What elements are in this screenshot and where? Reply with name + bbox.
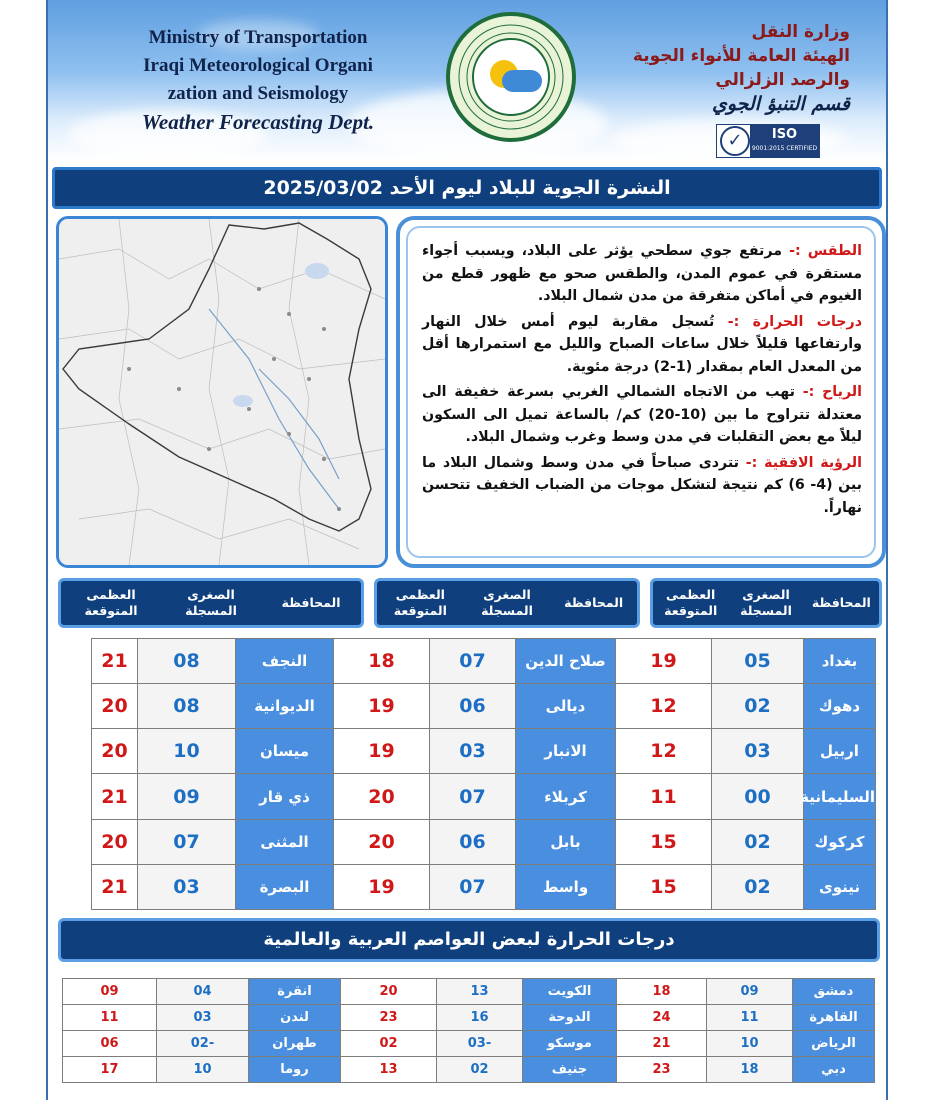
forecast-temperature-label: درجات الحرارة :- — [727, 313, 862, 330]
city-name-cell: صلاح الدين — [516, 639, 616, 684]
city-max-cell: 15 — [616, 864, 712, 909]
city-min-cell: 10 — [138, 729, 236, 774]
city-row — [92, 774, 876, 819]
city-name-cell: المثنى — [236, 819, 334, 864]
header-province: المحافظة — [564, 595, 624, 610]
capital-min-cell: 04 — [157, 979, 249, 1005]
capital-row — [63, 1031, 875, 1057]
city-name-cell: كركوك — [804, 819, 876, 864]
capital-max-cell: 13 — [341, 1057, 437, 1083]
iso-sub: 9001:2015 CERTIFIED — [751, 145, 818, 152]
capital-name-cell: دمشق — [793, 979, 875, 1005]
city-name-cell: النجف — [236, 639, 334, 684]
city-min-cell: 06 — [430, 819, 516, 864]
city-max-cell: 18 — [334, 639, 430, 684]
header-arabic — [590, 20, 850, 116]
city-temperature-table — [91, 638, 876, 910]
forecast-wind-label: الرياح :- — [802, 384, 862, 400]
header-min: الصغرى المسجلة — [185, 587, 237, 618]
city-name-cell: ديالى — [516, 684, 616, 729]
capital-max-cell: 09 — [63, 979, 157, 1005]
capital-min-cell: 09 — [707, 979, 793, 1005]
capital-min-cell: 18 — [707, 1057, 793, 1083]
city-max-cell: 21 — [92, 639, 138, 684]
capital-name-cell: لندن — [249, 1005, 341, 1031]
city-row — [92, 864, 876, 909]
city-min-cell: 03 — [712, 729, 804, 774]
city-min-cell: 08 — [138, 639, 236, 684]
city-max-cell: 12 — [616, 684, 712, 729]
city-max-cell: 19 — [334, 729, 430, 774]
forecast-panel — [396, 216, 886, 568]
city-name-cell: دهوك — [804, 684, 876, 729]
capital-name-cell: الكويت — [523, 979, 617, 1005]
header-max: العظمى المتوقعة — [664, 587, 718, 618]
city-min-cell: 07 — [430, 864, 516, 909]
table-header-group-2 — [374, 578, 640, 628]
capital-name-cell: جنيف — [523, 1057, 617, 1083]
capital-min-cell: 03 — [157, 1005, 249, 1031]
capital-min-cell: 02 — [437, 1057, 523, 1083]
capital-row — [63, 979, 875, 1005]
city-max-cell: 15 — [616, 819, 712, 864]
capital-row — [63, 1005, 875, 1031]
city-row — [92, 729, 876, 774]
city-max-cell: 20 — [334, 774, 430, 819]
header-ar-org-2: والرصد الزلزالي — [715, 70, 850, 90]
city-max-cell: 20 — [334, 819, 430, 864]
forecast-weather — [422, 240, 862, 308]
city-max-cell: 19 — [616, 639, 712, 684]
iso-check-icon: ✓ — [720, 126, 750, 156]
city-name-cell: كربلاء — [516, 774, 616, 819]
forecast-visibility — [422, 452, 862, 520]
city-max-cell: 12 — [616, 729, 712, 774]
header-ar-ministry: وزارة النقل — [751, 22, 850, 42]
city-max-cell: 20 — [92, 684, 138, 729]
city-max-cell: 21 — [92, 864, 138, 909]
capital-name-cell: دبي — [793, 1057, 875, 1083]
city-row — [92, 639, 876, 684]
forecast-wind — [422, 381, 862, 449]
capital-name-cell: الرياض — [793, 1031, 875, 1057]
city-min-cell: 05 — [712, 639, 804, 684]
city-min-cell: 06 — [430, 684, 516, 729]
header-en-line-2: Iraqi Meteorological Organi — [143, 55, 373, 76]
city-name-cell: السليمانية — [804, 774, 876, 819]
capitals-title: درجات الحرارة لبعض العواصم العربية والعالمية — [58, 918, 880, 962]
city-name-cell: ميسان — [236, 729, 334, 774]
capital-max-cell: 21 — [617, 1031, 707, 1057]
city-name-cell: واسط — [516, 864, 616, 909]
table-header-group-3 — [58, 578, 364, 628]
header-english — [108, 24, 408, 136]
header-min: الصغرى المسجلة — [740, 587, 792, 618]
city-row — [92, 819, 876, 864]
capital-max-cell: 17 — [63, 1057, 157, 1083]
capital-name-cell: القاهرة — [793, 1005, 875, 1031]
capital-max-cell: 11 — [63, 1005, 157, 1031]
city-name-cell: ذي قار — [236, 774, 334, 819]
capital-min-cell: 10 — [707, 1031, 793, 1057]
capitals-temperature-table — [62, 978, 875, 1083]
capital-max-cell: 20 — [341, 979, 437, 1005]
table-header-group-1 — [650, 578, 882, 628]
city-min-cell: 00 — [712, 774, 804, 819]
capital-min-cell: 11 — [707, 1005, 793, 1031]
forecast-wind-text: تهب من الاتجاه الشمالي الغربي بسرعة خفيفة الى معتدلة تتراوح ما بين (10-20) كم/ بالساعة تميل الى السكون ليلاً مع بعض التقلبات في مدن وسط وغرب وشمال البلاد. — [422, 384, 862, 445]
city-name-cell: الانبار — [516, 729, 616, 774]
city-min-cell: 07 — [430, 774, 516, 819]
header-en-line-3: zation and Seismology — [167, 83, 349, 104]
header-min: الصغرى المسجلة — [481, 587, 533, 618]
city-min-cell: 03 — [138, 864, 236, 909]
iraq-map — [56, 216, 388, 568]
city-max-cell: 19 — [334, 864, 430, 909]
bulletin-title: النشرة الجوية للبلاد ليوم الأحد 2025/03/02 — [52, 167, 882, 209]
capital-max-cell: 18 — [617, 979, 707, 1005]
city-min-cell: 07 — [138, 819, 236, 864]
forecast-weather-label: الطقس :- — [789, 243, 862, 259]
organization-logo — [446, 12, 576, 142]
iso-badge — [716, 124, 820, 158]
capital-row — [63, 1057, 875, 1083]
capital-max-cell: 02 — [341, 1031, 437, 1057]
capital-max-cell: 06 — [63, 1031, 157, 1057]
city-min-cell: 07 — [430, 639, 516, 684]
capital-min-cell: -02 — [157, 1031, 249, 1057]
city-name-cell: الديوانية — [236, 684, 334, 729]
capital-min-cell: 13 — [437, 979, 523, 1005]
forecast-visibility-text: تتردى صباحاً في مدن وسط وشمال البلاد ما بين (4- 6) كم نتيجة لتشكل موجات من الضباب الخفيف تتحسن نهاراً. — [422, 454, 863, 516]
cloud-icon — [502, 70, 542, 92]
capital-max-cell: 24 — [617, 1005, 707, 1031]
logo-emblem-icon — [472, 38, 550, 116]
capital-min-cell: -03 — [437, 1031, 523, 1057]
capital-name-cell: روما — [249, 1057, 341, 1083]
city-min-cell: 09 — [138, 774, 236, 819]
city-min-cell: 03 — [430, 729, 516, 774]
header-ar-org-1: الهيئة العامة للأنواء الجوية — [632, 46, 850, 66]
capital-min-cell: 16 — [437, 1005, 523, 1031]
forecast-temperature — [422, 311, 862, 379]
header-province: المحافظة — [811, 595, 871, 610]
header-max: العظمى المتوقعة — [84, 587, 138, 618]
city-max-cell: 20 — [92, 729, 138, 774]
city-max-cell: 11 — [616, 774, 712, 819]
city-min-cell: 02 — [712, 684, 804, 729]
capital-name-cell: الدوحة — [523, 1005, 617, 1031]
capital-min-cell: 10 — [157, 1057, 249, 1083]
header-ar-dept: قسم التنبؤ الجوي — [711, 93, 850, 115]
city-name-cell: البصرة — [236, 864, 334, 909]
header-en-line-1: Ministry of Transportation — [148, 27, 368, 48]
city-min-cell: 08 — [138, 684, 236, 729]
forecast-weather-text: مرتفع جوي سطحي يؤثر على البلاد، ويسبب أجواء مستقرة في عموم المدن، والطقس صحو مع ظهور قطع من الغيوم في أماكن متفرقة من مدن شمال البلاد. — [422, 243, 862, 304]
capital-max-cell: 23 — [617, 1057, 707, 1083]
city-name-cell: اربيل — [804, 729, 876, 774]
header-en-dept: Weather Forecasting Dept. — [141, 110, 375, 134]
city-name-cell: نينوى — [804, 864, 876, 909]
iraq-map-icon — [59, 219, 385, 565]
forecast-visibility-label: الرؤية الافقية :- — [745, 454, 862, 471]
capital-name-cell: طهران — [249, 1031, 341, 1057]
capital-name-cell: انقرة — [249, 979, 341, 1005]
city-max-cell: 19 — [334, 684, 430, 729]
iso-label: ISO — [771, 127, 798, 142]
city-max-cell: 21 — [92, 774, 138, 819]
capital-name-cell: موسكو — [523, 1031, 617, 1057]
city-name-cell: بابل — [516, 819, 616, 864]
forecast-temperature-text: تُسجل مقاربة ليوم أمس خلال النهار وارتفاعها قليلاً خلال ساعات الصباح والليل مع استمرارها أقل من المعدل العام بمقدار (1-2) درجة مئوية. — [422, 313, 862, 375]
capital-max-cell: 23 — [341, 1005, 437, 1031]
header-max: العظمى المتوقعة — [393, 587, 447, 618]
header-province: المحافظة — [281, 595, 341, 610]
city-min-cell: 02 — [712, 864, 804, 909]
city-max-cell: 20 — [92, 819, 138, 864]
city-min-cell: 02 — [712, 819, 804, 864]
city-name-cell: بغداد — [804, 639, 876, 684]
city-row — [92, 684, 876, 729]
